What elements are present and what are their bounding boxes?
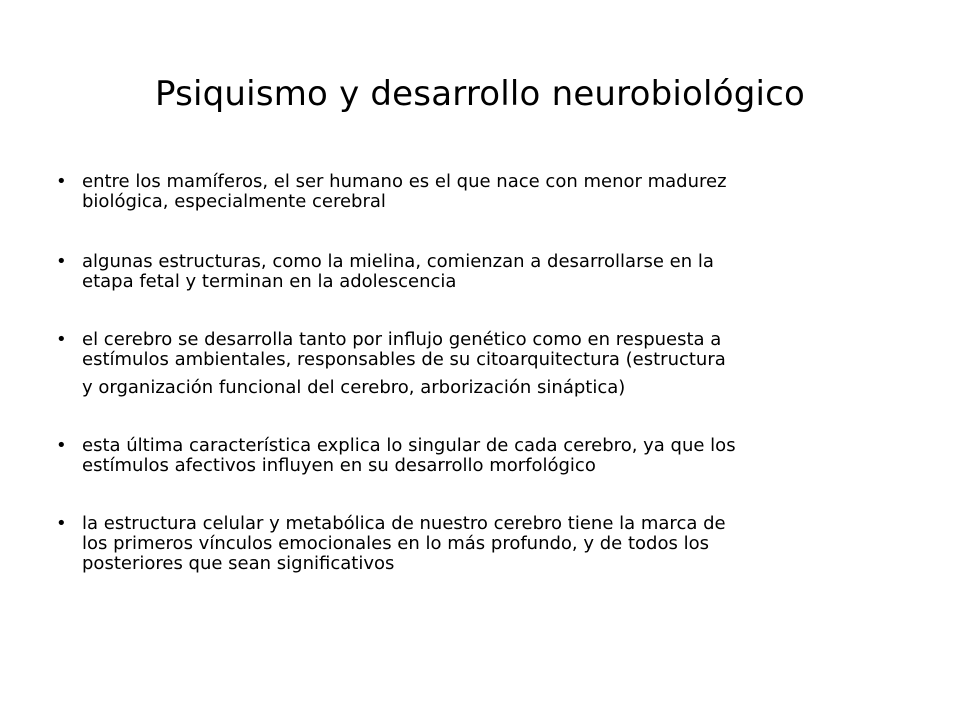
bullet-dot-icon: •: [56, 251, 67, 272]
bullet-text-line: etapa fetal y terminan en la adolescencia: [82, 271, 457, 292]
bullet-dot-icon: •: [56, 435, 67, 456]
bullet-item: [56, 436, 916, 476]
bullet-text-line: biológica, especialmente cerebral: [82, 191, 386, 212]
bullet-text-line: la estructura celular y metabólica de nuestro cerebro tiene la marca de: [82, 513, 726, 534]
bullet-text-line: y organización funcional del cerebro, arborización sináptica): [82, 377, 626, 398]
bullet-text-line: posteriores que sean significativos: [82, 553, 395, 574]
bullet-text-line: esta última característica explica lo singular de cada cerebro, ya que los: [82, 435, 736, 456]
slide-title: Psiquismo y desarrollo neurobiológico: [154, 74, 806, 114]
bullet-text-line: estímulos ambientales, responsables de su citoarquitectura (estructura: [82, 349, 726, 370]
bullet-text-line: entre los mamíferos, el ser humano es el que nace con menor madurez: [82, 171, 727, 192]
bullet-dot-icon: •: [56, 329, 67, 350]
bullet-text-line: estímulos afectivos influyen en su desarrollo morfológico: [82, 455, 596, 476]
bullet-list: [56, 172, 916, 574]
bullet-item: [56, 172, 916, 212]
bullet-item: [56, 514, 916, 574]
bullet-dot-icon: •: [56, 513, 67, 534]
bullet-text-line: los primeros vínculos emocionales en lo más profundo, y de todos los: [82, 533, 709, 554]
bullet-item: [56, 330, 916, 398]
bullet-text-line: algunas estructuras, como la mielina, comienzan a desarrollarse en la: [82, 251, 714, 272]
bullet-item: [56, 252, 916, 292]
bullet-dot-icon: •: [56, 171, 67, 192]
bullet-text-line: el cerebro se desarrolla tanto por influjo genético como en respuesta a: [82, 329, 722, 350]
